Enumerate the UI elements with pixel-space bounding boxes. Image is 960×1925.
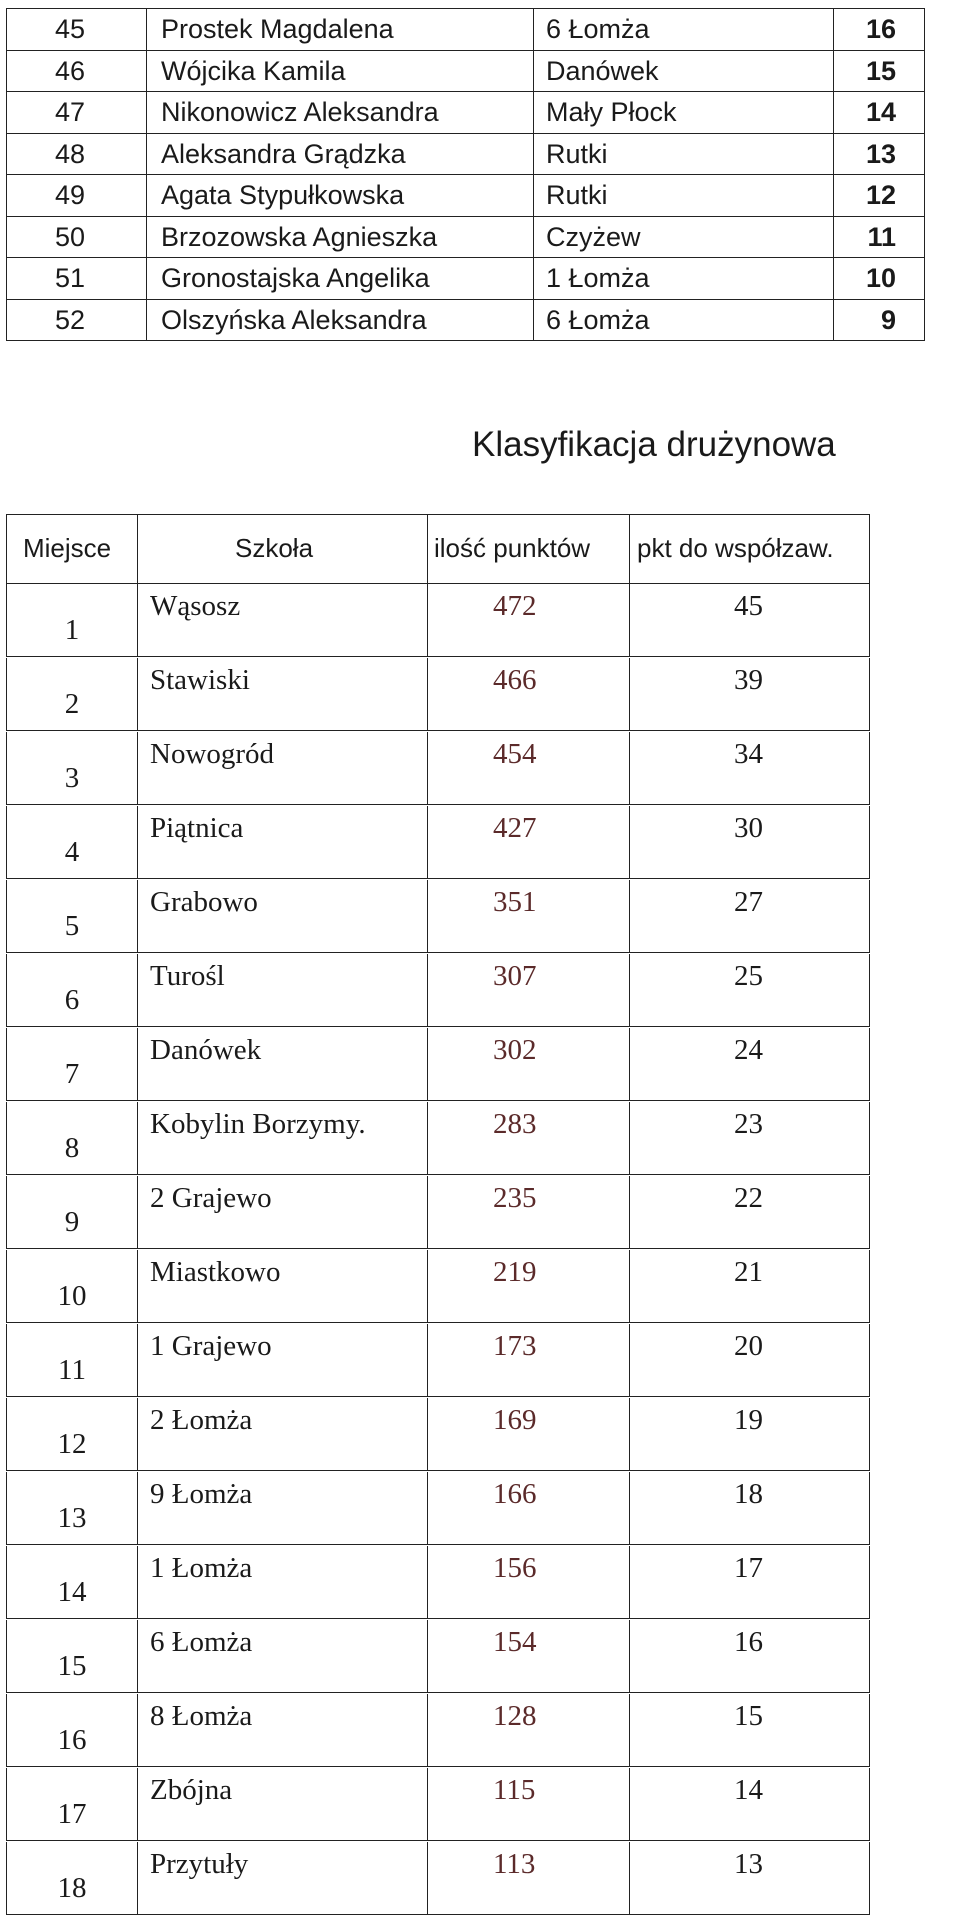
column-divider bbox=[629, 1176, 630, 1248]
points-cell: 427 bbox=[493, 812, 537, 844]
team-row bbox=[6, 1694, 870, 1767]
team-row bbox=[6, 1250, 870, 1323]
competition-points-cell: 30 bbox=[734, 812, 763, 844]
rank-cell: 46 bbox=[7, 50, 147, 92]
column-divider bbox=[427, 880, 428, 952]
rank-cell: 45 bbox=[7, 9, 147, 51]
competition-points-cell: 24 bbox=[734, 1034, 763, 1066]
place-cell: 3 bbox=[64, 762, 80, 794]
team-classification-title: Klasyfikacja drużynowa bbox=[472, 425, 836, 464]
column-divider bbox=[137, 954, 138, 1026]
school-cell: 2 Łomża bbox=[150, 1404, 253, 1436]
athlete-name-cell: Olszyńska Aleksandra bbox=[147, 299, 534, 341]
column-divider bbox=[629, 1472, 630, 1544]
points-cell: 15 bbox=[834, 50, 925, 92]
school-cell: 2 Grajewo bbox=[150, 1182, 272, 1214]
individual-row bbox=[7, 133, 925, 175]
column-divider bbox=[427, 515, 428, 583]
column-divider bbox=[629, 806, 630, 878]
rank-cell: 50 bbox=[7, 216, 147, 258]
points-cell: 154 bbox=[493, 1626, 537, 1658]
column-divider bbox=[427, 1472, 428, 1544]
competition-points-cell: 16 bbox=[734, 1626, 763, 1658]
points-cell: 166 bbox=[493, 1478, 537, 1510]
points-cell: 283 bbox=[493, 1108, 537, 1140]
athlete-name-cell: Prostek Magdalena bbox=[147, 9, 534, 51]
column-divider bbox=[137, 1250, 138, 1322]
school-cell: Stawiski bbox=[150, 664, 250, 696]
competition-points-cell: 39 bbox=[734, 664, 763, 696]
points-cell: 156 bbox=[493, 1552, 537, 1584]
column-divider bbox=[137, 1028, 138, 1100]
rank-cell: 51 bbox=[7, 258, 147, 300]
team-row bbox=[6, 1398, 870, 1471]
column-divider bbox=[137, 1398, 138, 1470]
points-cell: 307 bbox=[493, 960, 537, 992]
team-row bbox=[6, 1028, 870, 1101]
header-school: Szkoła bbox=[235, 533, 314, 563]
place-cell: 14 bbox=[57, 1576, 87, 1608]
points-cell: 113 bbox=[493, 1848, 536, 1880]
team-table-header bbox=[6, 514, 870, 584]
place-cell: 12 bbox=[57, 1428, 87, 1460]
header-pkt: pkt do współzaw. bbox=[637, 533, 834, 563]
column-divider bbox=[137, 584, 138, 656]
team-row bbox=[6, 732, 870, 805]
competition-points-cell: 45 bbox=[734, 590, 763, 622]
competition-points-cell: 19 bbox=[734, 1404, 763, 1436]
rank-cell: 49 bbox=[7, 175, 147, 217]
competition-points-cell: 27 bbox=[734, 886, 763, 918]
competition-points-cell: 21 bbox=[734, 1256, 763, 1288]
points-cell: 235 bbox=[493, 1182, 537, 1214]
team-row bbox=[6, 880, 870, 953]
individual-row bbox=[7, 258, 925, 300]
column-divider bbox=[137, 1546, 138, 1618]
club-cell: Czyżew bbox=[534, 216, 834, 258]
column-divider bbox=[629, 1768, 630, 1840]
place-cell: 2 bbox=[64, 688, 80, 720]
school-cell: 1 Łomża bbox=[150, 1552, 253, 1584]
rank-cell: 52 bbox=[7, 299, 147, 341]
place-cell: 1 bbox=[64, 614, 80, 646]
team-row bbox=[6, 1768, 870, 1841]
column-divider bbox=[629, 1694, 630, 1766]
column-divider bbox=[427, 1768, 428, 1840]
place-cell: 15 bbox=[57, 1650, 87, 1682]
individual-row bbox=[7, 50, 925, 92]
column-divider bbox=[137, 732, 138, 804]
place-cell: 11 bbox=[58, 1354, 86, 1386]
column-divider bbox=[629, 584, 630, 656]
column-divider bbox=[427, 732, 428, 804]
team-row bbox=[6, 1472, 870, 1545]
athlete-name-cell: Gronostajska Angelika bbox=[147, 258, 534, 300]
school-cell: Przytuły bbox=[150, 1848, 249, 1880]
school-cell: Danówek bbox=[150, 1034, 262, 1066]
athlete-name-cell: Agata Stypułkowska bbox=[147, 175, 534, 217]
header-place: Miejsce bbox=[23, 533, 112, 563]
club-cell: 6 Łomża bbox=[534, 299, 834, 341]
points-cell: 12 bbox=[834, 175, 925, 217]
competition-points-cell: 25 bbox=[734, 960, 763, 992]
school-cell: Wąsosz bbox=[150, 590, 241, 622]
column-divider bbox=[427, 1842, 428, 1914]
school-cell: Zbójna bbox=[150, 1774, 233, 1806]
column-divider bbox=[427, 954, 428, 1026]
competition-points-cell: 13 bbox=[734, 1848, 763, 1880]
points-cell: 169 bbox=[493, 1404, 537, 1436]
column-divider bbox=[629, 1842, 630, 1914]
points-cell: 13 bbox=[834, 133, 925, 175]
column-divider bbox=[629, 1102, 630, 1174]
column-divider bbox=[427, 1620, 428, 1692]
column-divider bbox=[427, 1102, 428, 1174]
header-points: ilość punktów bbox=[434, 533, 591, 563]
column-divider bbox=[427, 1694, 428, 1766]
column-divider bbox=[427, 1028, 428, 1100]
column-divider bbox=[629, 1324, 630, 1396]
column-divider bbox=[629, 515, 630, 583]
place-cell: 13 bbox=[57, 1502, 87, 1534]
column-divider bbox=[137, 1694, 138, 1766]
column-divider bbox=[427, 806, 428, 878]
column-divider bbox=[427, 1324, 428, 1396]
points-cell: 9 bbox=[834, 299, 925, 341]
competition-points-cell: 18 bbox=[734, 1478, 763, 1510]
column-divider bbox=[137, 1102, 138, 1174]
school-cell: Piątnica bbox=[150, 812, 244, 844]
points-cell: 351 bbox=[493, 886, 537, 918]
competition-points-cell: 23 bbox=[734, 1108, 763, 1140]
team-row bbox=[6, 1176, 870, 1249]
column-divider bbox=[137, 1768, 138, 1840]
club-cell: Mały Płock bbox=[534, 92, 834, 134]
individual-row bbox=[7, 92, 925, 134]
competition-points-cell: 34 bbox=[734, 738, 763, 770]
column-divider bbox=[427, 1546, 428, 1618]
team-row bbox=[6, 806, 870, 879]
individual-row bbox=[7, 9, 925, 51]
place-cell: 7 bbox=[64, 1058, 80, 1090]
points-cell: 219 bbox=[493, 1256, 537, 1288]
place-cell: 4 bbox=[64, 836, 80, 868]
points-cell: 128 bbox=[493, 1700, 537, 1732]
school-cell: Nowogród bbox=[150, 738, 275, 770]
column-divider bbox=[629, 954, 630, 1026]
individual-row bbox=[7, 175, 925, 217]
club-cell: 6 Łomża bbox=[534, 9, 834, 51]
column-divider bbox=[427, 658, 428, 730]
team-row bbox=[6, 1620, 870, 1693]
athlete-name-cell: Brzozowska Agnieszka bbox=[147, 216, 534, 258]
team-row bbox=[6, 1546, 870, 1619]
individual-row bbox=[7, 299, 925, 341]
school-cell: 6 Łomża bbox=[150, 1626, 253, 1658]
school-cell: 8 Łomża bbox=[150, 1700, 253, 1732]
column-divider bbox=[629, 880, 630, 952]
team-row bbox=[6, 584, 870, 657]
team-row bbox=[6, 658, 870, 731]
rank-cell: 48 bbox=[7, 133, 147, 175]
competition-points-cell: 22 bbox=[734, 1182, 763, 1214]
column-divider bbox=[137, 1620, 138, 1692]
column-divider bbox=[427, 1398, 428, 1470]
competition-points-cell: 14 bbox=[734, 1774, 763, 1806]
column-divider bbox=[629, 658, 630, 730]
column-divider bbox=[629, 1546, 630, 1618]
column-divider bbox=[137, 658, 138, 730]
column-divider bbox=[629, 1398, 630, 1470]
column-divider bbox=[427, 1250, 428, 1322]
school-cell: 9 Łomża bbox=[150, 1478, 253, 1510]
individual-row bbox=[7, 216, 925, 258]
column-divider bbox=[629, 1028, 630, 1100]
competition-points-cell: 15 bbox=[734, 1700, 763, 1732]
column-divider bbox=[427, 1176, 428, 1248]
club-cell: Rutki bbox=[534, 133, 834, 175]
team-row bbox=[6, 1102, 870, 1175]
rank-cell: 47 bbox=[7, 92, 147, 134]
column-divider bbox=[137, 806, 138, 878]
points-cell: 14 bbox=[834, 92, 925, 134]
column-divider bbox=[137, 880, 138, 952]
column-divider bbox=[137, 1324, 138, 1396]
school-cell: Kobylin Borzymy. bbox=[150, 1108, 366, 1140]
place-cell: 18 bbox=[57, 1872, 87, 1904]
individual-results-body bbox=[7, 9, 925, 341]
club-cell: Rutki bbox=[534, 175, 834, 217]
individual-results-table bbox=[6, 8, 925, 341]
club-cell: 1 Łomża bbox=[534, 258, 834, 300]
points-cell: 466 bbox=[493, 664, 537, 696]
column-divider bbox=[137, 1842, 138, 1914]
column-divider bbox=[137, 515, 138, 583]
points-cell: 302 bbox=[493, 1034, 537, 1066]
competition-points-cell: 17 bbox=[734, 1552, 763, 1584]
points-cell: 472 bbox=[493, 590, 537, 622]
column-divider bbox=[137, 1176, 138, 1248]
place-cell: 16 bbox=[57, 1724, 87, 1756]
athlete-name-cell: Nikonowicz Aleksandra bbox=[147, 92, 534, 134]
athlete-name-cell: Aleksandra Grądzka bbox=[147, 133, 534, 175]
points-cell: 10 bbox=[834, 258, 925, 300]
team-row bbox=[6, 1842, 870, 1915]
column-divider bbox=[629, 732, 630, 804]
team-classification-table bbox=[6, 514, 870, 1919]
school-cell: 1 Grajewo bbox=[150, 1330, 272, 1362]
place-cell: 8 bbox=[64, 1132, 80, 1164]
team-row bbox=[6, 1324, 870, 1397]
place-cell: 5 bbox=[64, 910, 80, 942]
place-cell: 17 bbox=[57, 1798, 87, 1830]
points-cell: 173 bbox=[493, 1330, 537, 1362]
school-cell: Miastkowo bbox=[150, 1256, 281, 1288]
column-divider bbox=[629, 1250, 630, 1322]
club-cell: Danówek bbox=[534, 50, 834, 92]
place-cell: 9 bbox=[64, 1206, 80, 1238]
place-cell: 6 bbox=[64, 984, 80, 1016]
points-cell: 115 bbox=[493, 1774, 536, 1806]
team-row bbox=[6, 954, 870, 1027]
points-cell: 11 bbox=[834, 216, 925, 258]
place-cell: 10 bbox=[57, 1280, 87, 1312]
column-divider bbox=[137, 1472, 138, 1544]
school-cell: Grabowo bbox=[150, 886, 258, 918]
athlete-name-cell: Wójcika Kamila bbox=[147, 50, 534, 92]
column-divider bbox=[629, 1620, 630, 1692]
school-cell: Turośl bbox=[150, 960, 225, 992]
points-cell: 16 bbox=[834, 9, 925, 51]
competition-points-cell: 20 bbox=[734, 1330, 763, 1362]
column-divider bbox=[427, 584, 428, 656]
points-cell: 454 bbox=[493, 738, 537, 770]
